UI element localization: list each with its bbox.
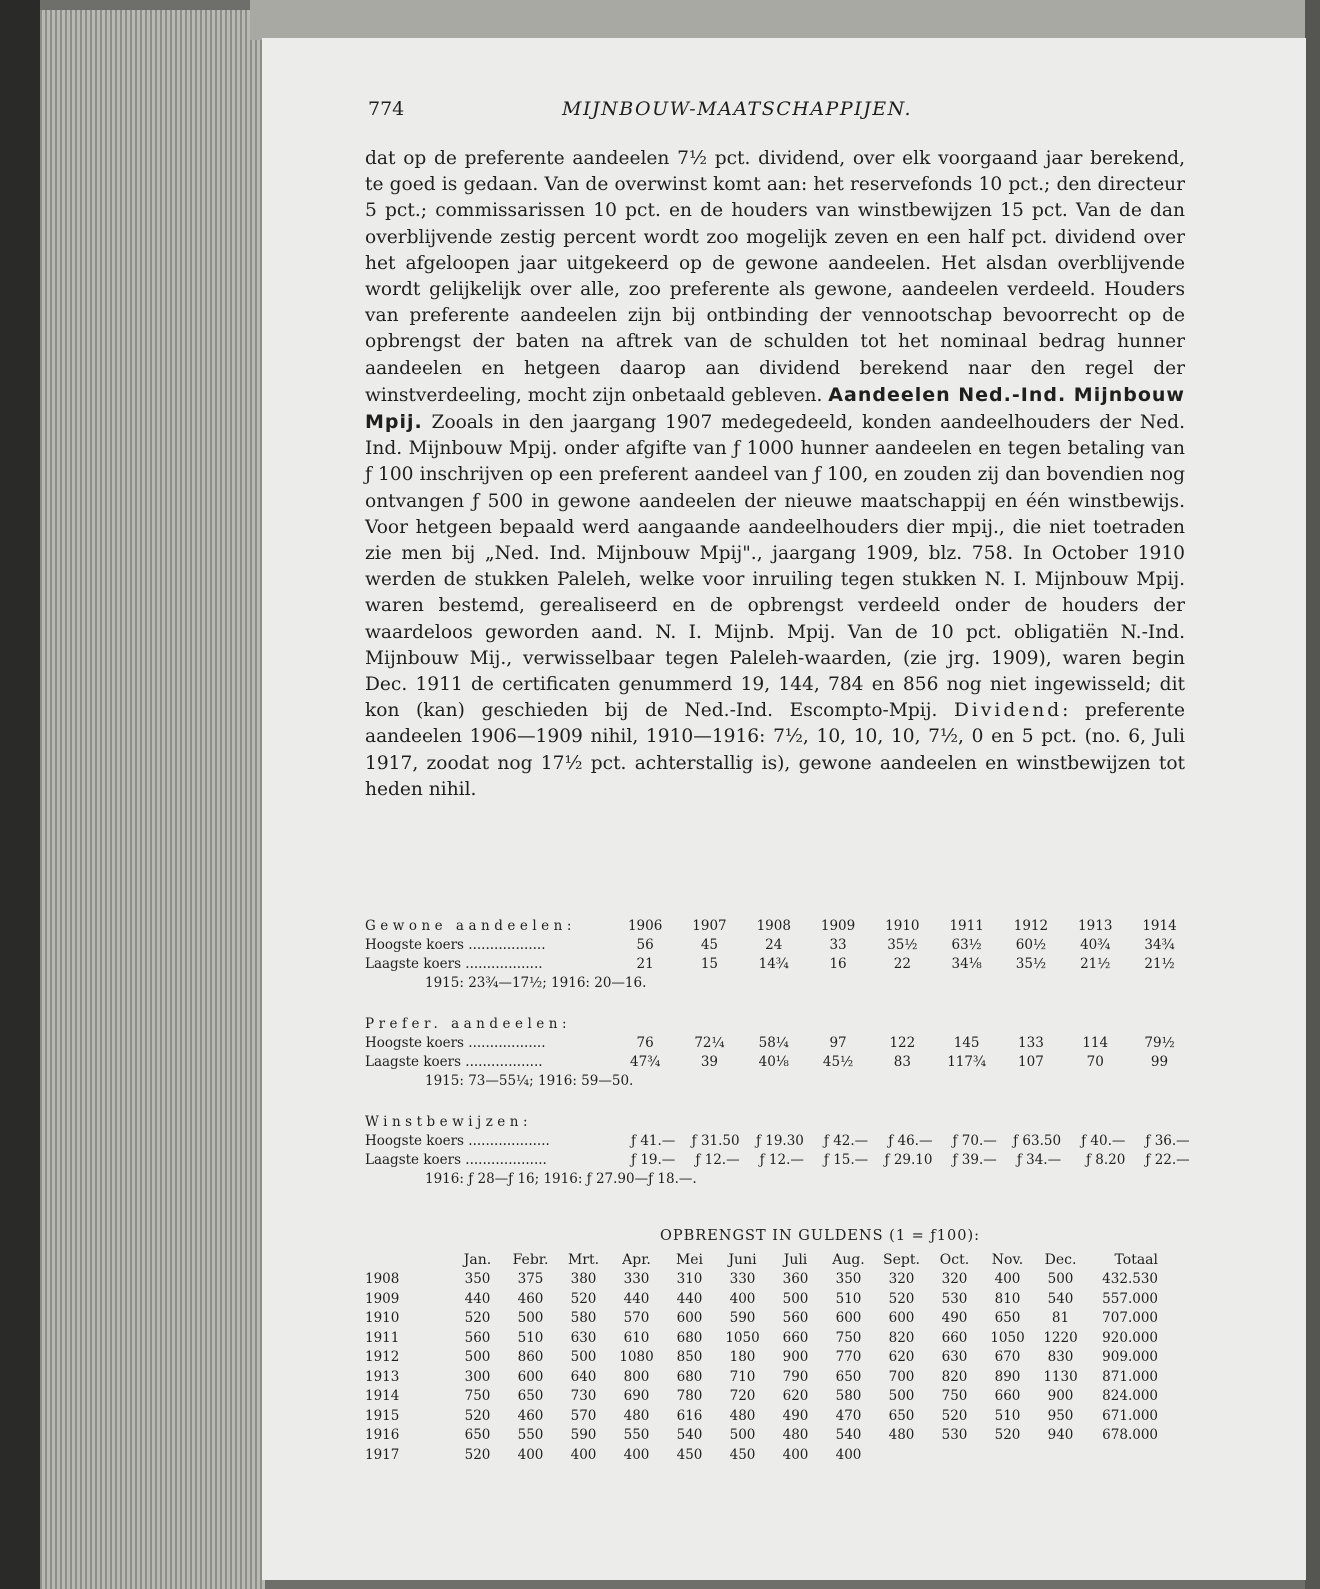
table-cell: 1130 <box>1043 1368 1078 1385</box>
table-cell: 440 <box>623 1290 650 1307</box>
value-cell: ƒ 34.— <box>1016 1151 1062 1168</box>
table-cell: 810 <box>994 1290 1021 1307</box>
table-cell: 480 <box>782 1427 809 1444</box>
column-header: Juni <box>728 1251 757 1268</box>
table-cell: 580 <box>835 1388 862 1405</box>
table-cell: 450 <box>676 1446 703 1463</box>
table-cell: 1050 <box>725 1329 760 1346</box>
table-cell: 375 <box>517 1271 544 1288</box>
table-cell: 310 <box>676 1271 703 1288</box>
paragraph-part-c: Zooals in den jaargang 1907 medegedeeld, konden aandeelhouders der Ned. Ind. Mijnbouw Mpij. onder afgifte van ƒ 1000 hunner aandeelen en tegen betaling van ƒ 100 inschrijven op een preferent aandeel van ƒ 100, en zouden zij dan bovendien nog ontvangen ƒ 500 in gewone aandeelen der nieuwe maatschappij en één winstbewijs. Voor hetgeen bepaald werd aangaande aandeelhouders dier mpij., die niet toetraden zie men bij „Ned. Ind. Mijnbouw Mpij"., jaargang 1909, blz. 758. In October 1910 werden de stukken Paleleh, welke voor inruiling tegen stukken N. I. Mijnbouw Mpij. waren bestemd, gerealiseerd en de opbrengst verdeeld onder de houders der waardeloos geworden aand. N. I. Mijnb. Mpij. Van de 10 pct. obligatiën N.-Ind. Mijnbouw Mij., verwisselbaar tegen Paleleh-waarden, (zie jrg. 1909), waren begin Dec. 1911 de certificaten genummerd 19, 144, 784 en 856 nog niet ingewisseld; dit kon (kan) geschieden bij de Ned.-Ind. Escompto-Mpij. <box>365 412 1185 722</box>
table-cell: 320 <box>888 1271 915 1288</box>
table-cell: 490 <box>782 1407 809 1424</box>
table-cell: 500 <box>729 1427 756 1444</box>
table-row <box>365 1367 1195 1387</box>
table-row <box>365 1328 1195 1348</box>
table-row <box>365 1445 1195 1465</box>
value-cell: 16 <box>829 955 847 972</box>
table-cell: 570 <box>570 1407 597 1424</box>
table-cell: 620 <box>888 1349 915 1366</box>
table-cell: 520 <box>941 1407 968 1424</box>
table-cell: 400 <box>570 1446 597 1463</box>
value-cell: 39 <box>700 1053 719 1070</box>
winst-title: Winstbewijzen: <box>365 1113 533 1130</box>
value-cell: 79½ <box>1144 1034 1175 1051</box>
value-cell: 22 <box>893 955 911 972</box>
row-total: 824.000 <box>1102 1388 1158 1405</box>
row-total: 671.000 <box>1102 1407 1158 1424</box>
table-cell: 750 <box>464 1388 491 1405</box>
table-body <box>365 1270 1195 1465</box>
table-cell: 460 <box>517 1407 544 1424</box>
year-cell: 1910 <box>885 917 920 934</box>
row-year: 1911 <box>365 1329 400 1346</box>
value-cell: ƒ 12.— <box>695 1151 740 1168</box>
table-cell: 480 <box>623 1407 650 1424</box>
table-cell: 520 <box>888 1290 915 1307</box>
table-cell: 700 <box>888 1368 915 1385</box>
table-cell: 680 <box>676 1329 703 1346</box>
table-cell: 600 <box>517 1368 544 1385</box>
table-cell: 830 <box>1047 1349 1074 1366</box>
table-cell: 400 <box>835 1446 862 1463</box>
value-cell: 83 <box>893 1053 911 1070</box>
page-header <box>262 98 1306 128</box>
table-cell: 460 <box>517 1290 544 1307</box>
table-cell: 610 <box>623 1329 650 1346</box>
table-cell: 600 <box>676 1310 703 1327</box>
table-cell: 400 <box>994 1271 1021 1288</box>
table-cell: 660 <box>994 1388 1021 1405</box>
value-cell: ƒ 29.10 <box>884 1151 933 1168</box>
paragraph-part-a: dat op de preferente aandeelen 7½ pct. dividend, over elk voorgaand jaar berekend, te goed is gedaan. Van de overwinst komt aan: het reservefonds 10 pct.; den directeur 5 pct.; commissarissen 10 pct. en de houders van winstbewijzen 15 pct. Van de dan overblijvende zestig percent wordt zoo mogelijk zeven en een half pct. dividend over het afgeloopen jaar uitgekeerd op de gewone aandeelen. Het alsdan overblijvende wordt gelijkelijk over alle, zoo preferente als gewone, aandeelen verdeeld. Houders van preferente aandeelen zijn bij ontbinding der vennootschap bevoorrecht op de opbrengst der baten na aftrek van de schulden tot het nominaal bedrag hunner aandeelen en hetgeen daarop aan dividend berekend naar den regel der winstverdeeling, mocht zijn onbetaald gebleven. <box>365 148 1185 406</box>
table-cell: 590 <box>570 1427 597 1444</box>
table-header-row <box>365 1250 1195 1270</box>
value-cell: 21 <box>636 955 654 972</box>
column-header: Juli <box>783 1251 808 1268</box>
table-cell: 550 <box>517 1427 544 1444</box>
table-cell: 450 <box>729 1446 756 1463</box>
table-cell: 690 <box>623 1388 650 1405</box>
table-cell: 490 <box>941 1310 968 1327</box>
table-cell: 560 <box>464 1329 491 1346</box>
table-cell: 440 <box>464 1290 491 1307</box>
value-cell: ƒ 46.— <box>888 1132 933 1149</box>
table-cell: 400 <box>782 1446 809 1463</box>
table-cell: 510 <box>994 1407 1021 1424</box>
value-cell: 14¾ <box>758 955 789 972</box>
value-cell: 47¾ <box>630 1053 661 1070</box>
table-cell: 400 <box>729 1290 756 1307</box>
table-cell: 1080 <box>619 1349 654 1366</box>
table-cell: 350 <box>835 1271 862 1288</box>
year-cell: 1914 <box>1142 917 1177 934</box>
row-label: Hoogste koers .................. <box>365 1034 546 1051</box>
winstbewijzen-table <box>365 1112 1195 1188</box>
value-cell: ƒ 12.— <box>759 1151 804 1168</box>
value-cell: ƒ 31.50 <box>691 1132 740 1149</box>
column-header: Jan. <box>463 1251 492 1268</box>
table-cell: 510 <box>517 1329 544 1346</box>
row-label: Laagste koers ................... <box>365 1151 547 1168</box>
table-cell: 300 <box>464 1368 491 1385</box>
table-cell: 180 <box>729 1349 756 1366</box>
table-cell: 500 <box>517 1310 544 1327</box>
row-total: 909.000 <box>1102 1349 1158 1366</box>
table-cell: 530 <box>941 1427 968 1444</box>
table-cell: 650 <box>517 1388 544 1405</box>
note: 1915: 23¾—17½; 1916: 20—16. <box>425 974 647 991</box>
table-cell: 900 <box>782 1349 809 1366</box>
row-label: Laagste koers .................. <box>365 955 543 972</box>
table-cell: 570 <box>623 1310 650 1327</box>
year-cell: 1912 <box>1013 917 1049 934</box>
table-cell: 520 <box>994 1427 1021 1444</box>
value-cell: ƒ 19.30 <box>755 1132 804 1149</box>
table-cell: 600 <box>888 1310 915 1327</box>
table-cell: 750 <box>835 1329 862 1346</box>
table-cell: 530 <box>941 1290 968 1307</box>
table-cell: 320 <box>941 1271 968 1288</box>
row-year: 1910 <box>365 1310 400 1327</box>
row-total: 678.000 <box>1102 1427 1158 1444</box>
table-cell: 640 <box>570 1368 597 1385</box>
table-cell: 360 <box>782 1271 809 1288</box>
row-year: 1915 <box>365 1407 400 1424</box>
value-cell: 35½ <box>1015 955 1047 972</box>
value-cell: 99 <box>1150 1053 1169 1070</box>
column-header: Mei <box>675 1251 704 1268</box>
opbrengst-table <box>365 1228 1195 1465</box>
note: 1915: 73—55¼; 1916: 59—50. <box>425 1072 634 1089</box>
table-cell: 520 <box>570 1290 597 1307</box>
table-cell: 800 <box>623 1368 650 1385</box>
table-cell: 660 <box>782 1329 809 1346</box>
table-cell: 380 <box>570 1271 597 1288</box>
row-total: 920.000 <box>1102 1329 1158 1346</box>
value-cell: ƒ 70.— <box>952 1132 997 1149</box>
value-cell: 34⅛ <box>951 955 982 972</box>
table-cell: 750 <box>941 1388 968 1405</box>
table-row <box>365 1406 1195 1426</box>
table-cell: 590 <box>729 1310 756 1327</box>
value-cell: 117¾ <box>947 1053 987 1070</box>
table-cell: 400 <box>517 1446 544 1463</box>
opbrengst-title: OPBRENGST IN GULDENS (1 = ƒ100): <box>659 1228 981 1244</box>
value-cell: 63½ <box>951 936 982 953</box>
year-cell: 1907 <box>692 917 727 934</box>
value-cell: 33 <box>829 936 847 953</box>
gewone-aandeelen-table <box>365 916 1195 992</box>
value-cell: 56 <box>636 936 654 953</box>
row-label: Hoogste koers .................. <box>365 936 546 953</box>
table-cell: 770 <box>835 1349 862 1366</box>
table-cell: 480 <box>888 1427 915 1444</box>
table-cell: 650 <box>835 1368 862 1385</box>
value-cell: 34¾ <box>1144 936 1175 953</box>
value-cell: 122 <box>889 1034 916 1051</box>
value-cell: ƒ 39.— <box>952 1151 997 1168</box>
table-cell: 330 <box>623 1271 650 1288</box>
value-cell: 21½ <box>1080 955 1111 972</box>
table-cell: 540 <box>1047 1290 1074 1307</box>
table-cell: 500 <box>1047 1271 1074 1288</box>
value-cell: ƒ 15.— <box>823 1151 869 1168</box>
year-cell: 1906 <box>627 917 663 934</box>
year-cell: 1913 <box>1078 917 1113 934</box>
row-year: 1912 <box>365 1349 400 1366</box>
table-row <box>365 1270 1195 1290</box>
table-cell: 550 <box>623 1427 650 1444</box>
table-cell: 500 <box>464 1349 491 1366</box>
row-label: Laagste koers .................. <box>365 1053 543 1070</box>
value-cell: ƒ 22.— <box>1145 1151 1190 1168</box>
value-cell: 145 <box>953 1034 980 1051</box>
table-cell: 600 <box>835 1310 862 1327</box>
value-cell: ƒ 36.— <box>1145 1132 1190 1149</box>
table-cell: 500 <box>782 1290 809 1307</box>
table-cell: 850 <box>676 1349 703 1366</box>
table-row <box>365 1426 1195 1446</box>
row-total: 557.000 <box>1102 1290 1158 1307</box>
table-cell: 1220 <box>1043 1329 1078 1346</box>
column-header: Nov. <box>991 1251 1024 1268</box>
note: 1916: ƒ 28—ƒ 16; 1916: ƒ 27.90—ƒ 18.—. <box>425 1170 697 1187</box>
table-cell: 81 <box>1051 1310 1070 1327</box>
column-header: Apr. <box>622 1251 651 1268</box>
row-year: 1913 <box>365 1368 400 1385</box>
table-cell: 720 <box>729 1388 756 1405</box>
table-cell: 470 <box>835 1407 862 1424</box>
table-row <box>365 1309 1195 1329</box>
value-cell: 21½ <box>1144 955 1175 972</box>
table-cell: 680 <box>676 1368 703 1385</box>
table-cell: 500 <box>570 1349 597 1366</box>
table-cell: 350 <box>464 1271 491 1288</box>
table-cell: 940 <box>1047 1427 1074 1444</box>
column-header: Aug. <box>832 1251 865 1268</box>
column-header: Sept. <box>883 1251 920 1268</box>
table-cell: 890 <box>994 1368 1021 1385</box>
value-cell: 114 <box>1082 1034 1109 1051</box>
table-cell: 480 <box>729 1407 756 1424</box>
gewone-title: Gewone aandeelen: <box>365 917 576 934</box>
table-cell: 950 <box>1047 1407 1074 1424</box>
table-cell: 560 <box>782 1310 809 1327</box>
page-number: 774 <box>368 98 405 120</box>
table-cell: 630 <box>941 1349 968 1366</box>
value-cell: ƒ 63.50 <box>1013 1132 1062 1149</box>
table-cell: 540 <box>676 1427 703 1444</box>
row-total: 871.000 <box>1102 1368 1158 1385</box>
row-year: 1916 <box>365 1427 400 1444</box>
value-cell: 40⅛ <box>758 1053 789 1070</box>
table-cell: 620 <box>782 1388 809 1405</box>
table-cell: 520 <box>464 1407 491 1424</box>
value-cell: 133 <box>1018 1034 1044 1051</box>
dividend-label: Dividend <box>954 700 1063 722</box>
book-page <box>262 38 1306 1580</box>
table-cell: 820 <box>941 1368 968 1385</box>
table-cell: 650 <box>994 1310 1021 1327</box>
table-cell: 860 <box>517 1349 544 1366</box>
section-heading: Aandeelen Ned.-Ind. Mijnbouw Mpij. <box>365 383 1185 434</box>
prefer-title: Prefer. aandeelen: <box>365 1015 572 1032</box>
column-header: Totaal <box>1114 1251 1158 1268</box>
running-title: MIJNBOUW-MAATSCHAPPIJEN. <box>562 98 913 120</box>
table-row <box>365 1289 1195 1309</box>
year-cell: 1909 <box>820 917 856 934</box>
table-row <box>365 1387 1195 1407</box>
value-cell: 72¼ <box>694 1034 725 1051</box>
table-cell: 520 <box>464 1310 491 1327</box>
row-total: 432.530 <box>1102 1271 1158 1288</box>
table-cell: 730 <box>570 1388 597 1405</box>
value-cell: ƒ 41.— <box>631 1132 676 1149</box>
value-cell: 76 <box>636 1034 654 1051</box>
table-cell: 330 <box>729 1271 756 1288</box>
column-header: Dec. <box>1044 1251 1077 1268</box>
value-cell: ƒ 8.20 <box>1086 1151 1126 1168</box>
value-cell: 40¾ <box>1080 936 1111 953</box>
value-cell: 107 <box>1018 1053 1044 1070</box>
column-header: Oct. <box>939 1251 970 1268</box>
table-cell: 900 <box>1047 1388 1074 1405</box>
table-row <box>365 1348 1195 1368</box>
column-header: Mrt. <box>567 1251 600 1268</box>
row-year: 1914 <box>365 1388 400 1405</box>
value-cell: ƒ 19.— <box>631 1151 676 1168</box>
row-year: 1917 <box>365 1446 400 1463</box>
table-cell: 616 <box>676 1407 703 1424</box>
table-cell: 440 <box>676 1290 703 1307</box>
body-paragraph <box>365 146 1185 803</box>
table-cell: 790 <box>782 1368 809 1385</box>
value-cell: 70 <box>1086 1053 1104 1070</box>
value-cell: 24 <box>765 936 783 953</box>
table-cell: 670 <box>994 1349 1021 1366</box>
value-cell: 60½ <box>1015 936 1047 953</box>
column-header: Febr. <box>512 1251 549 1268</box>
row-year: 1909 <box>365 1290 400 1307</box>
paragraph-part-e: : preferente aandeelen 1906—1909 nihil, 1910—1916: 7½, 10, 10, 10, 7½, 0 en 5 pct. (no. 6, Juli 1917, zoodat nog 17½ pct. achterstallig is), gewone aandeelen en winstbewijzen tot heden nihil. <box>365 700 1186 800</box>
year-cell: 1911 <box>949 917 984 934</box>
value-cell: 58¼ <box>758 1034 789 1051</box>
table-cell: 540 <box>835 1427 862 1444</box>
row-total: 707.000 <box>1102 1310 1158 1327</box>
year-cell: 1908 <box>756 917 791 934</box>
value-cell: 97 <box>829 1034 847 1051</box>
prefer-aandeelen-table <box>365 1014 1195 1090</box>
row-year: 1908 <box>365 1271 400 1288</box>
table-cell: 510 <box>835 1290 862 1307</box>
table-cell: 820 <box>888 1329 915 1346</box>
table-cell: 650 <box>464 1427 491 1444</box>
table-cell: 500 <box>888 1388 915 1405</box>
value-cell: 15 <box>700 955 719 972</box>
value-cell: 35½ <box>887 936 918 953</box>
value-cell: 45 <box>700 936 719 953</box>
value-cell: ƒ 40.— <box>1081 1132 1126 1149</box>
table-cell: 1050 <box>990 1329 1025 1346</box>
table-cell: 630 <box>570 1329 597 1346</box>
table-cell: 650 <box>888 1407 915 1424</box>
row-label: Hoogste koers ................... <box>365 1132 550 1149</box>
table-cell: 780 <box>676 1388 703 1405</box>
value-cell: ƒ 42.— <box>823 1132 869 1149</box>
value-cell: 45½ <box>822 1053 854 1070</box>
table-cell: 580 <box>570 1310 597 1327</box>
table-cell: 400 <box>623 1446 650 1463</box>
table-cell: 710 <box>729 1368 756 1385</box>
table-cell: 660 <box>941 1329 968 1346</box>
table-cell: 520 <box>464 1446 491 1463</box>
